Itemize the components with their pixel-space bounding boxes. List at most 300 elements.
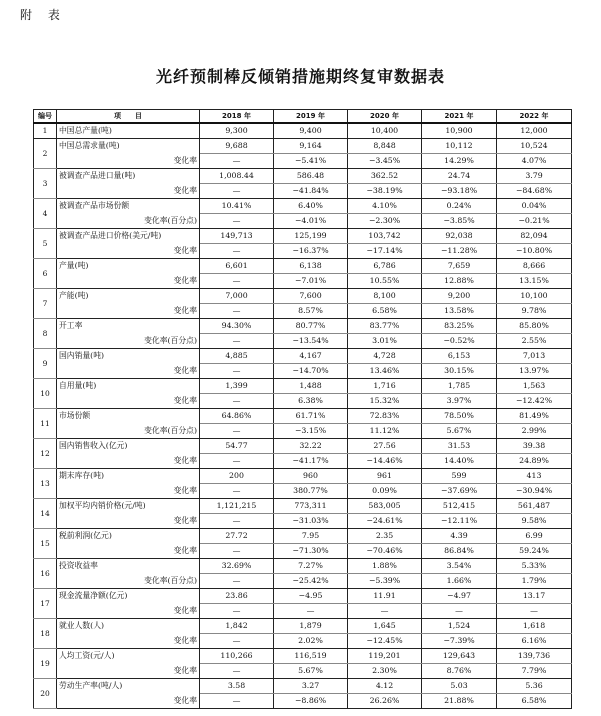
change-rate-cell: −30.94%	[497, 484, 572, 499]
table-row	[34, 229, 572, 244]
change-rate-cell: −17.14%	[348, 244, 422, 259]
value-cell: 10,900	[422, 123, 497, 139]
value-cell: 92,038	[422, 229, 497, 244]
value-cell: 10.41%	[200, 199, 274, 214]
change-rate-cell: 7.79%	[497, 664, 572, 679]
change-rate-cell: 24.89%	[497, 454, 572, 469]
change-rate-cell: 9.78%	[497, 304, 572, 319]
row-item-label: 被调查产品进口量(吨)	[57, 169, 200, 184]
value-cell: 10,100	[497, 289, 572, 304]
table-row-change	[34, 304, 572, 319]
table-row	[34, 409, 572, 424]
change-rate-cell: —	[200, 484, 274, 499]
value-cell: 9,400	[274, 123, 348, 139]
row-item-label: 国内销量(吨)	[57, 349, 200, 364]
table-row-change	[34, 274, 572, 289]
row-number: 10	[34, 379, 57, 409]
table-row-change	[34, 694, 572, 709]
table-row	[34, 379, 572, 394]
value-cell: 10,400	[348, 123, 422, 139]
change-rate-label: 变化率	[57, 514, 200, 529]
value-cell: 139,736	[497, 649, 572, 664]
change-rate-cell: −25.42%	[274, 574, 348, 589]
row-number: 9	[34, 349, 57, 379]
table-row-change	[34, 664, 572, 679]
value-cell: 586.48	[274, 169, 348, 184]
change-rate-cell: 13.15%	[497, 274, 572, 289]
change-rate-cell: —	[200, 424, 274, 439]
change-rate-cell: —	[200, 364, 274, 379]
value-cell: 0.04%	[497, 199, 572, 214]
change-rate-label: 变化率	[57, 634, 200, 649]
table-row-change	[34, 244, 572, 259]
change-rate-cell: −10.80%	[497, 244, 572, 259]
change-rate-cell: −93.18%	[422, 184, 497, 199]
change-rate-cell: −3.45%	[348, 154, 422, 169]
header-cell-2020: 2020 年	[348, 110, 422, 124]
value-cell: 6,601	[200, 259, 274, 274]
change-rate-cell: −84.68%	[497, 184, 572, 199]
change-rate-cell: 1.66%	[422, 574, 497, 589]
value-cell: 119,201	[348, 649, 422, 664]
row-number: 8	[34, 319, 57, 349]
value-cell: 10,524	[497, 139, 572, 154]
change-rate-cell: −31.03%	[274, 514, 348, 529]
value-cell: 32.69%	[200, 559, 274, 574]
row-number: 15	[34, 529, 57, 559]
row-item-label: 加权平均内销价格(元/吨)	[57, 499, 200, 514]
row-number: 20	[34, 679, 57, 709]
change-rate-cell: −12.42%	[497, 394, 572, 409]
value-cell: 7.27%	[274, 559, 348, 574]
change-rate-cell: 9.58%	[497, 514, 572, 529]
value-cell: 82,094	[497, 229, 572, 244]
change-rate-cell: 30.15%	[422, 364, 497, 379]
value-cell: 4,728	[348, 349, 422, 364]
change-rate-cell: 3.97%	[422, 394, 497, 409]
table-row-change	[34, 514, 572, 529]
value-cell: 6.99	[497, 529, 572, 544]
change-rate-cell: 2.02%	[274, 634, 348, 649]
row-number: 17	[34, 589, 57, 619]
value-cell: 8,666	[497, 259, 572, 274]
value-cell: 32.22	[274, 439, 348, 454]
value-cell: 72.83%	[348, 409, 422, 424]
value-cell: 9,200	[422, 289, 497, 304]
row-number: 19	[34, 649, 57, 679]
change-rate-cell: —	[200, 214, 274, 229]
value-cell: 0.24%	[422, 199, 497, 214]
value-cell: 27.56	[348, 439, 422, 454]
value-cell: 1,618	[497, 619, 572, 634]
value-cell: 4,885	[200, 349, 274, 364]
change-rate-label: 变化率	[57, 694, 200, 709]
table-row	[34, 529, 572, 544]
change-rate-label: 变化率	[57, 394, 200, 409]
row-number: 3	[34, 169, 57, 199]
value-cell: 81.49%	[497, 409, 572, 424]
value-cell: 773,311	[274, 499, 348, 514]
header-cell-item: 项 目	[57, 110, 200, 124]
change-rate-cell: —	[200, 634, 274, 649]
value-cell: 362.52	[348, 169, 422, 184]
row-item-label: 产量(吨)	[57, 259, 200, 274]
value-cell: 8,100	[348, 289, 422, 304]
value-cell: 7,659	[422, 259, 497, 274]
row-item-label: 人均工资(元/人)	[57, 649, 200, 664]
value-cell: 3.54%	[422, 559, 497, 574]
value-cell: 24.74	[422, 169, 497, 184]
value-cell: 1,121,215	[200, 499, 274, 514]
value-cell: 2.35	[348, 529, 422, 544]
change-rate-cell: —	[200, 454, 274, 469]
table-row	[34, 619, 572, 634]
value-cell: 9,300	[200, 123, 274, 139]
table-row	[34, 139, 572, 154]
change-rate-label: 变化率	[57, 604, 200, 619]
value-cell: 1.88%	[348, 559, 422, 574]
value-cell: 1,399	[200, 379, 274, 394]
change-rate-cell: —	[200, 664, 274, 679]
value-cell: 512,415	[422, 499, 497, 514]
row-number: 14	[34, 499, 57, 529]
change-rate-cell: 14.29%	[422, 154, 497, 169]
header-cell-2019: 2019 年	[274, 110, 348, 124]
change-rate-label: 变化率(百分点)	[57, 214, 200, 229]
value-cell: 1,842	[200, 619, 274, 634]
value-cell: 27.72	[200, 529, 274, 544]
value-cell: −4.95	[274, 589, 348, 604]
row-item-label: 自用量(吨)	[57, 379, 200, 394]
row-item-label: 就业人数(人)	[57, 619, 200, 634]
value-cell: 3.27	[274, 679, 348, 694]
value-cell: 1,524	[422, 619, 497, 634]
row-item-label: 产能(吨)	[57, 289, 200, 304]
appendix-label: 附 表	[20, 8, 66, 22]
row-number: 18	[34, 619, 57, 649]
value-cell: 4,167	[274, 349, 348, 364]
row-number: 7	[34, 289, 57, 319]
table-row	[34, 289, 572, 304]
row-item-label: 国内销售收入(亿元)	[57, 439, 200, 454]
header-cell-2018: 2018 年	[200, 110, 274, 124]
value-cell: 1,008.44	[200, 169, 274, 184]
change-rate-cell: 8.57%	[274, 304, 348, 319]
table-row	[34, 439, 572, 454]
change-rate-cell: —	[200, 304, 274, 319]
change-rate-cell: —	[200, 154, 274, 169]
change-rate-cell: 380.77%	[274, 484, 348, 499]
change-rate-cell: —	[200, 574, 274, 589]
header-cell-2022: 2022 年	[497, 110, 572, 124]
value-cell: 11.91	[348, 589, 422, 604]
row-item-label: 中国总需求量(吨)	[57, 139, 200, 154]
table-row	[34, 499, 572, 514]
change-rate-cell: —	[348, 604, 422, 619]
change-rate-cell: —	[200, 694, 274, 709]
header-cell-no: 编号	[34, 110, 57, 124]
row-number: 11	[34, 409, 57, 439]
value-cell: 4.10%	[348, 199, 422, 214]
table-row	[34, 319, 572, 334]
value-cell: 10,112	[422, 139, 497, 154]
row-item-label: 劳动生产率(吨/人)	[57, 679, 200, 694]
change-rate-cell: −5.41%	[274, 154, 348, 169]
value-cell: 561,487	[497, 499, 572, 514]
change-rate-cell: −3.85%	[422, 214, 497, 229]
change-rate-cell: 13.58%	[422, 304, 497, 319]
value-cell: 149,713	[200, 229, 274, 244]
change-rate-cell: 15.32%	[348, 394, 422, 409]
table-row-change	[34, 154, 572, 169]
change-rate-cell: −8.86%	[274, 694, 348, 709]
change-rate-label: 变化率	[57, 244, 200, 259]
value-cell: 7,013	[497, 349, 572, 364]
change-rate-cell: —	[200, 244, 274, 259]
table-row-change	[34, 334, 572, 349]
row-item-label: 现金流量净额(亿元)	[57, 589, 200, 604]
change-rate-cell: 26.26%	[348, 694, 422, 709]
value-cell: 599	[422, 469, 497, 484]
row-number: 5	[34, 229, 57, 259]
change-rate-cell: —	[200, 334, 274, 349]
change-rate-cell: —	[497, 604, 572, 619]
value-cell: 61.71%	[274, 409, 348, 424]
change-rate-cell: −41.84%	[274, 184, 348, 199]
value-cell: 6,786	[348, 259, 422, 274]
value-cell: 85.80%	[497, 319, 572, 334]
change-rate-cell: 2.99%	[497, 424, 572, 439]
value-cell: 129,643	[422, 649, 497, 664]
value-cell: 1,879	[274, 619, 348, 634]
row-number: 12	[34, 439, 57, 469]
page-title: 光纤预制棒反倾销措施期终复审数据表	[155, 67, 445, 86]
change-rate-cell: —	[200, 184, 274, 199]
row-item-label: 期末库存(吨)	[57, 469, 200, 484]
table-row	[34, 469, 572, 484]
change-rate-cell: 59.24%	[497, 544, 572, 559]
value-cell: 116,519	[274, 649, 348, 664]
row-number: 16	[34, 559, 57, 589]
value-cell: 103,742	[348, 229, 422, 244]
value-cell: 6,153	[422, 349, 497, 364]
change-rate-cell: 13.46%	[348, 364, 422, 379]
value-cell: 8,848	[348, 139, 422, 154]
change-rate-cell: −12.11%	[422, 514, 497, 529]
value-cell: 5.36	[497, 679, 572, 694]
change-rate-cell: −7.01%	[274, 274, 348, 289]
value-cell: 23.86	[200, 589, 274, 604]
change-rate-cell: —	[274, 604, 348, 619]
value-cell: 7,600	[274, 289, 348, 304]
change-rate-cell: −14.46%	[348, 454, 422, 469]
value-cell: 31.53	[422, 439, 497, 454]
table-row-change	[34, 634, 572, 649]
table-row-change	[34, 424, 572, 439]
value-cell: 4.12	[348, 679, 422, 694]
change-rate-cell: −2.30%	[348, 214, 422, 229]
value-cell: 83.25%	[422, 319, 497, 334]
row-item-label: 市场份额	[57, 409, 200, 424]
row-item-label: 被调查产品进口价格(美元/吨)	[57, 229, 200, 244]
value-cell: 1,645	[348, 619, 422, 634]
change-rate-label: 变化率	[57, 274, 200, 289]
value-cell: 12,000	[497, 123, 572, 139]
row-number: 4	[34, 199, 57, 229]
value-cell: 110,266	[200, 649, 274, 664]
change-rate-cell: 6.38%	[274, 394, 348, 409]
change-rate-cell: −7.39%	[422, 634, 497, 649]
change-rate-cell: 2.30%	[348, 664, 422, 679]
value-cell: 80.77%	[274, 319, 348, 334]
row-item-label: 开工率	[57, 319, 200, 334]
change-rate-cell: −37.69%	[422, 484, 497, 499]
change-rate-label: 变化率	[57, 304, 200, 319]
value-cell: 960	[274, 469, 348, 484]
change-rate-cell: 11.12%	[348, 424, 422, 439]
table-row	[34, 559, 572, 574]
change-rate-cell: 12.88%	[422, 274, 497, 289]
change-rate-label: 变化率(百分点)	[57, 574, 200, 589]
value-cell: 5.03	[422, 679, 497, 694]
value-cell: 5.33%	[497, 559, 572, 574]
table-row	[34, 199, 572, 214]
table-row	[34, 679, 572, 694]
change-rate-cell: 6.58%	[348, 304, 422, 319]
change-rate-cell: −5.39%	[348, 574, 422, 589]
value-cell: 200	[200, 469, 274, 484]
change-rate-cell: 86.84%	[422, 544, 497, 559]
change-rate-cell: —	[200, 544, 274, 559]
change-rate-cell: 3.01%	[348, 334, 422, 349]
row-number: 13	[34, 469, 57, 499]
value-cell: 1,488	[274, 379, 348, 394]
value-cell: 3.79	[497, 169, 572, 184]
change-rate-cell: —	[200, 274, 274, 289]
value-cell: 6,138	[274, 259, 348, 274]
change-rate-cell: 5.67%	[422, 424, 497, 439]
value-cell: 64.86%	[200, 409, 274, 424]
value-cell: 13.17	[497, 589, 572, 604]
change-rate-cell: 5.67%	[274, 664, 348, 679]
table-row-change	[34, 184, 572, 199]
change-rate-cell: −11.28%	[422, 244, 497, 259]
change-rate-label: 变化率	[57, 544, 200, 559]
row-item-label: 中国总产量(吨)	[57, 123, 200, 139]
change-rate-label: 变化率	[57, 484, 200, 499]
row-number: 2	[34, 139, 57, 169]
table-row-change	[34, 604, 572, 619]
table-row	[34, 349, 572, 364]
change-rate-cell: 2.55%	[497, 334, 572, 349]
value-cell: 9,164	[274, 139, 348, 154]
table-row-change	[34, 394, 572, 409]
data-table	[33, 109, 572, 709]
change-rate-cell: −0.52%	[422, 334, 497, 349]
table-row-change	[34, 454, 572, 469]
value-cell: 583,005	[348, 499, 422, 514]
change-rate-cell: 13.97%	[497, 364, 572, 379]
row-number: 1	[34, 123, 57, 139]
change-rate-cell: 8.76%	[422, 664, 497, 679]
value-cell: 4.39	[422, 529, 497, 544]
value-cell: 9,688	[200, 139, 274, 154]
value-cell: 39.38	[497, 439, 572, 454]
table-row	[34, 123, 572, 139]
row-number: 6	[34, 259, 57, 289]
change-rate-cell: −24.61%	[348, 514, 422, 529]
change-rate-cell: 14.40%	[422, 454, 497, 469]
value-cell: 1,785	[422, 379, 497, 394]
row-item-label: 投资收益率	[57, 559, 200, 574]
header-cell-2021: 2021 年	[422, 110, 497, 124]
change-rate-label: 变化率	[57, 454, 200, 469]
change-rate-cell: −12.45%	[348, 634, 422, 649]
change-rate-cell: —	[422, 604, 497, 619]
table-row-change	[34, 364, 572, 379]
table-row-change	[34, 574, 572, 589]
change-rate-cell: 4.07%	[497, 154, 572, 169]
change-rate-cell: —	[200, 604, 274, 619]
change-rate-cell: 6.58%	[497, 694, 572, 709]
change-rate-cell: 10.55%	[348, 274, 422, 289]
table-row	[34, 169, 572, 184]
value-cell: −4.97	[422, 589, 497, 604]
change-rate-cell: 0.09%	[348, 484, 422, 499]
table-row-change	[34, 214, 572, 229]
change-rate-label: 变化率	[57, 664, 200, 679]
change-rate-label: 变化率	[57, 364, 200, 379]
value-cell: 125,199	[274, 229, 348, 244]
change-rate-cell: —	[200, 394, 274, 409]
value-cell: 7,000	[200, 289, 274, 304]
change-rate-cell: −13.54%	[274, 334, 348, 349]
change-rate-cell: −38.19%	[348, 184, 422, 199]
value-cell: 7.95	[274, 529, 348, 544]
header-row	[34, 110, 572, 124]
change-rate-cell: −14.70%	[274, 364, 348, 379]
value-cell: 83.77%	[348, 319, 422, 334]
change-rate-cell: 1.79%	[497, 574, 572, 589]
change-rate-cell: −4.01%	[274, 214, 348, 229]
value-cell: 54.77	[200, 439, 274, 454]
change-rate-cell: −70.46%	[348, 544, 422, 559]
change-rate-cell: −3.15%	[274, 424, 348, 439]
change-rate-cell: 21.88%	[422, 694, 497, 709]
value-cell: 1,563	[497, 379, 572, 394]
change-rate-cell: 6.16%	[497, 634, 572, 649]
change-rate-cell: −41.17%	[274, 454, 348, 469]
change-rate-cell: −16.37%	[274, 244, 348, 259]
value-cell: 961	[348, 469, 422, 484]
table-row-change	[34, 544, 572, 559]
change-rate-label: 变化率	[57, 184, 200, 199]
value-cell: 78.50%	[422, 409, 497, 424]
change-rate-cell: —	[200, 514, 274, 529]
table-row	[34, 589, 572, 604]
table-row	[34, 259, 572, 274]
row-item-label: 被调查产品市场份额	[57, 199, 200, 214]
value-cell: 1,716	[348, 379, 422, 394]
row-item-label: 税前利润(亿元)	[57, 529, 200, 544]
table-row-change	[34, 484, 572, 499]
change-rate-label: 变化率	[57, 154, 200, 169]
change-rate-label: 变化率(百分点)	[57, 334, 200, 349]
value-cell: 413	[497, 469, 572, 484]
change-rate-cell: −0.21%	[497, 214, 572, 229]
value-cell: 94.30%	[200, 319, 274, 334]
table-row	[34, 649, 572, 664]
